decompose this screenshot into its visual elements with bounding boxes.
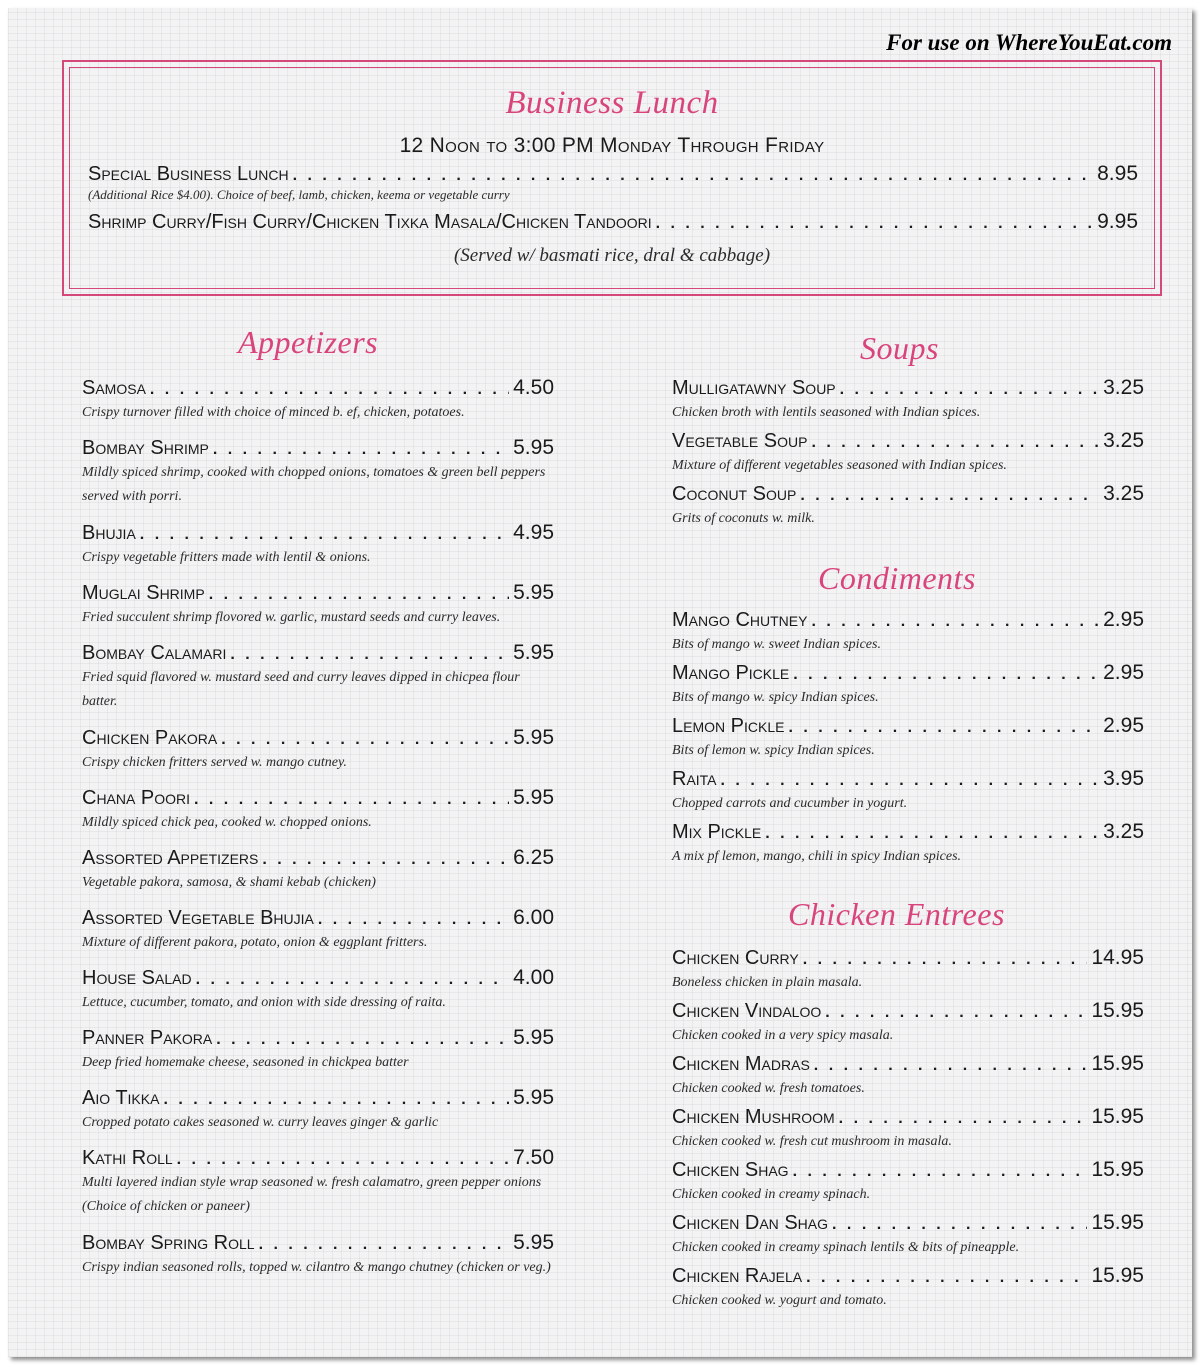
item-price: 2.95: [1103, 661, 1144, 684]
item-price: 5.95: [513, 581, 554, 604]
item-name: Bombay Spring Roll: [82, 1232, 255, 1254]
condiments-list: [672, 608, 1144, 873]
business-lunch-served: (Served w/ basmati rice, dral & cabbage): [453, 245, 771, 266]
menu-item-row: [82, 906, 554, 930]
menu-item: [82, 726, 554, 786]
item-price: 3.95: [1103, 767, 1144, 790]
item-description: Mixture of different pakora, potato, onion & eggplant fritters.: [82, 935, 428, 950]
item-price: 4.50: [513, 376, 554, 399]
leader-dots: [832, 1216, 1087, 1234]
leader-dots: [656, 215, 1094, 233]
business-lunch-note: (Additional Rice $4.00). Choice of beef, lamb, chicken, keema or vegetable curry: [88, 187, 510, 202]
item-name: Bhujia: [82, 522, 136, 544]
menu-item: [672, 1264, 1144, 1317]
item-price: 6.25: [513, 846, 554, 869]
watermark: For use on WhereYouEat.com: [886, 30, 1172, 55]
menu-item-row: [82, 521, 554, 545]
menu-item-row: [672, 1264, 1144, 1288]
menu-item-row: [82, 436, 554, 460]
condiments-title: Condiments: [818, 560, 976, 596]
item-description: Bits of mango w. spicy Indian spices.: [672, 690, 879, 705]
menu-item: [82, 1026, 554, 1086]
menu-item: [82, 906, 554, 966]
item-name: Chicken Dan Shag: [672, 1212, 829, 1234]
menu-item-row: [82, 641, 554, 665]
menu-item: [82, 1086, 554, 1146]
item-price: 6.00: [513, 906, 554, 929]
item-description: Deep fried homemake cheese, seasoned in chickpea batter: [82, 1055, 409, 1070]
item-name: Bombay Shrimp: [82, 437, 209, 459]
menu-item-row: [672, 429, 1144, 453]
leader-dots: [840, 381, 1099, 399]
business-lunch-item: [88, 162, 1138, 186]
item-price: 15.95: [1091, 1105, 1144, 1128]
appetizers-title: Appetizers: [238, 324, 379, 360]
item-name: Chicken Rajela: [672, 1265, 803, 1287]
item-description: Mildly spiced shrimp, cooked with chopped onions, tomatoes & green bell peppers served with porri.: [82, 465, 546, 504]
menu-item: [82, 581, 554, 641]
menu-item: [82, 521, 554, 581]
menu-item: [672, 946, 1144, 999]
menu-item-row: [82, 1026, 554, 1050]
item-description: Crispy turnover filled with choice of minced b. ef, chicken, potatoes.: [82, 405, 465, 420]
item-price: 3.25: [1103, 376, 1144, 399]
item-price: 4.95: [513, 521, 554, 544]
item-description: Chicken broth with lentils seasoned with Indian spices.: [672, 405, 981, 420]
business-lunch-box: [62, 60, 1162, 296]
item-description: Bits of mango w. sweet Indian spices.: [672, 637, 881, 652]
leader-dots: [259, 1236, 510, 1254]
item-price: 7.50: [513, 1146, 554, 1169]
leader-dots: [811, 613, 1099, 631]
item-name: Chana Poori: [82, 787, 191, 809]
item-description: Chicken cooked w. fresh tomatoes.: [672, 1081, 865, 1096]
menu-item: [672, 376, 1144, 429]
item-price: 9.95: [1097, 210, 1138, 233]
item-price: 5.95: [513, 1026, 554, 1049]
item-description: Chicken cooked w. fresh cut mushroom in masala.: [672, 1134, 952, 1149]
item-name: Chicken Shag: [672, 1159, 789, 1181]
item-price: 14.95: [1091, 946, 1144, 969]
menu-item: [82, 1231, 554, 1316]
item-name: Coconut Soup: [672, 483, 797, 505]
menu-item-row: [82, 1146, 554, 1170]
item-price: 15.95: [1091, 1264, 1144, 1287]
item-price: 4.00: [513, 966, 554, 989]
leader-dots: [825, 1004, 1087, 1022]
leader-dots: [811, 434, 1099, 452]
menu-item: [672, 999, 1144, 1052]
leader-dots: [765, 825, 1099, 843]
item-price: 3.25: [1103, 429, 1144, 452]
menu-item-row: [82, 966, 554, 990]
item-description: Grits of coconuts w. milk.: [672, 511, 815, 526]
business-lunch-title: Business Lunch: [505, 85, 719, 121]
item-description: Chicken cooked in a very spicy masala.: [672, 1028, 894, 1043]
menu-item-row: [82, 376, 554, 400]
item-description: Boneless chicken in plain masala.: [672, 975, 863, 990]
item-name: Assorted Appetizers: [82, 847, 259, 869]
item-price: 3.25: [1103, 820, 1144, 843]
menu-item: [672, 661, 1144, 714]
leader-dots: [839, 1110, 1088, 1128]
menu-item-row: [82, 846, 554, 870]
item-description: Fried succulent shrimp flovored w. garlic, mustard seeds and curry leaves.: [82, 610, 501, 625]
item-description: Chicken cooked in creamy spinach lentils & bits of pineapple.: [672, 1240, 1020, 1255]
leader-dots: [216, 1031, 509, 1049]
menu-item: [82, 966, 554, 1026]
leader-dots: [793, 666, 1099, 684]
leader-dots: [150, 381, 509, 399]
item-description: Chicken cooked w. yogurt and tomato.: [672, 1293, 887, 1308]
item-description: Chicken cooked in creamy spinach.: [672, 1187, 871, 1202]
item-name: Vegetable Soup: [672, 430, 808, 452]
item-name: Lemon Pickle: [672, 715, 785, 737]
menu-item: [672, 482, 1144, 535]
menu-item: [82, 436, 554, 521]
menu-item-row: [672, 482, 1144, 506]
leader-dots: [213, 441, 509, 459]
leader-dots: [262, 851, 509, 869]
leader-dots: [221, 731, 509, 749]
leader-dots: [140, 526, 509, 544]
leader-dots: [209, 586, 509, 604]
item-description: Cropped potato cakes seasoned w. curry leaves ginger & garlic: [82, 1115, 439, 1130]
menu-item-row: [672, 999, 1144, 1023]
item-price: 8.95: [1097, 162, 1138, 185]
menu-item-row: [672, 714, 1144, 738]
menu-item-row: [672, 1105, 1144, 1129]
item-name: Panner Pakora: [82, 1027, 213, 1049]
soups-title: Soups: [860, 330, 939, 366]
menu-item: [82, 786, 554, 846]
leader-dots: [194, 791, 509, 809]
item-description: Crispy chicken fritters served w. mango cutney.: [82, 755, 347, 770]
item-name: Bombay Calamari: [82, 642, 227, 664]
item-name: Special Business Lunch: [88, 163, 289, 185]
item-name: Chicken Curry: [672, 947, 799, 969]
item-description: Crispy vegetable fritters made with lentil & onions.: [82, 550, 371, 565]
menu-item-row: [82, 581, 554, 605]
leader-dots: [803, 951, 1088, 969]
menu-item-row: [672, 661, 1144, 685]
item-description: Vegetable pakora, samosa, & shami kebab (chicken): [82, 875, 376, 890]
item-price: 15.95: [1091, 1052, 1144, 1075]
item-name: Mix Pickle: [672, 821, 762, 843]
item-name: Assorted Vegetable Bhujia: [82, 907, 314, 929]
item-description: Multi layered indian style wrap seasoned w. fresh calamatro, green pepper onions (Choice of chicken or paneer): [82, 1175, 542, 1214]
menu-item: [82, 1146, 554, 1231]
item-price: 15.95: [1091, 1158, 1144, 1181]
item-name: Raita: [672, 768, 717, 790]
leader-dots: [800, 487, 1099, 505]
item-description: Mildly spiced chick pea, cooked w. chopped onions.: [82, 815, 372, 830]
item-price: 5.95: [513, 1086, 554, 1109]
menu-item-row: [82, 726, 554, 750]
menu-item: [672, 608, 1144, 661]
leader-dots: [230, 646, 509, 664]
menu-item: [672, 429, 1144, 482]
item-price: 5.95: [513, 641, 554, 664]
menu-item: [672, 1211, 1144, 1264]
appetizers-list: [82, 376, 554, 1316]
leader-dots: [793, 1163, 1088, 1181]
menu-item-row: [82, 1086, 554, 1110]
leader-dots: [177, 1151, 509, 1169]
business-lunch-hours: 12 Noon to 3:00 PM Monday Through Friday: [399, 134, 825, 157]
leader-dots: [318, 911, 509, 929]
menu-item-row: [82, 1231, 554, 1255]
item-price: 3.25: [1103, 482, 1144, 505]
menu-item: [672, 1052, 1144, 1105]
item-price: 5.95: [513, 436, 554, 459]
leader-dots: [163, 1091, 509, 1109]
menu-item-row: [672, 767, 1144, 791]
item-description: A mix pf lemon, mango, chili in spicy Indian spices.: [672, 849, 962, 864]
item-description: Chopped carrots and cucumber in yogurt.: [672, 796, 908, 811]
item-name: Chicken Mushroom: [672, 1106, 835, 1128]
item-price: 5.95: [513, 786, 554, 809]
menu-item-row: [82, 786, 554, 810]
menu-item: [672, 820, 1144, 873]
item-description: Mixture of different vegetables seasoned with Indian spices.: [672, 458, 1007, 473]
leader-dots: [196, 971, 510, 989]
item-name: Chicken Vindaloo: [672, 1000, 822, 1022]
menu-item-row: [672, 376, 1144, 400]
item-name: Mango Chutney: [672, 609, 808, 631]
menu-item: [82, 846, 554, 906]
item-name: Aio Tikka: [82, 1087, 160, 1109]
item-description: Crispy indian seasoned rolls, topped w. cilantro & mango chutney (chicken or veg.): [82, 1260, 551, 1275]
menu-item-row: [672, 1158, 1144, 1182]
leader-dots: [721, 772, 1100, 790]
leader-dots: [788, 719, 1099, 737]
business-lunch-item: [88, 210, 1138, 234]
item-name: Muglai Shrimp: [82, 582, 205, 604]
menu-item: [82, 376, 554, 436]
soups-list: [672, 376, 1144, 535]
item-name: Mango Pickle: [672, 662, 790, 684]
item-name: Samosa: [82, 377, 146, 399]
chicken-entrees-title: Chicken Entrees: [788, 896, 1005, 932]
menu-item: [672, 1158, 1144, 1211]
menu-item: [672, 767, 1144, 820]
menu-item-row: [672, 946, 1144, 970]
item-description: Lettuce, cucumber, tomato, and onion with side dressing of raita.: [82, 995, 446, 1010]
item-name: Kathi Roll: [82, 1147, 173, 1169]
menu-item-row: [672, 1052, 1144, 1076]
item-description: Fried squid flavored w. mustard seed and curry leaves dipped in chicpea flour batter.: [82, 670, 520, 709]
chicken-entrees-list: [672, 946, 1144, 1317]
item-price: 2.95: [1103, 608, 1144, 631]
menu-item: [82, 641, 554, 726]
menu-item-row: [672, 608, 1144, 632]
item-price: 15.95: [1091, 999, 1144, 1022]
item-price: 5.95: [513, 1231, 554, 1254]
item-name: House Salad: [82, 967, 192, 989]
item-description: Bits of lemon w. spicy Indian spices.: [672, 743, 875, 758]
menu-page: [8, 8, 1192, 1357]
item-price: 2.95: [1103, 714, 1144, 737]
item-name: Chicken Pakora: [82, 727, 218, 749]
item-name: Shrimp Curry/Fish Curry/Chicken Tixka Masala/Chicken Tandoori: [88, 211, 652, 233]
menu-item: [672, 714, 1144, 767]
leader-dots: [806, 1269, 1087, 1287]
leader-dots: [814, 1057, 1088, 1075]
menu-item-row: [672, 820, 1144, 844]
menu-item-row: [672, 1211, 1144, 1235]
item-price: 15.95: [1091, 1211, 1144, 1234]
item-name: Chicken Madras: [672, 1053, 810, 1075]
menu-item: [672, 1105, 1144, 1158]
item-price: 5.95: [513, 726, 554, 749]
item-name: Mulligatawny Soup: [672, 377, 836, 399]
leader-dots: [293, 167, 1094, 185]
